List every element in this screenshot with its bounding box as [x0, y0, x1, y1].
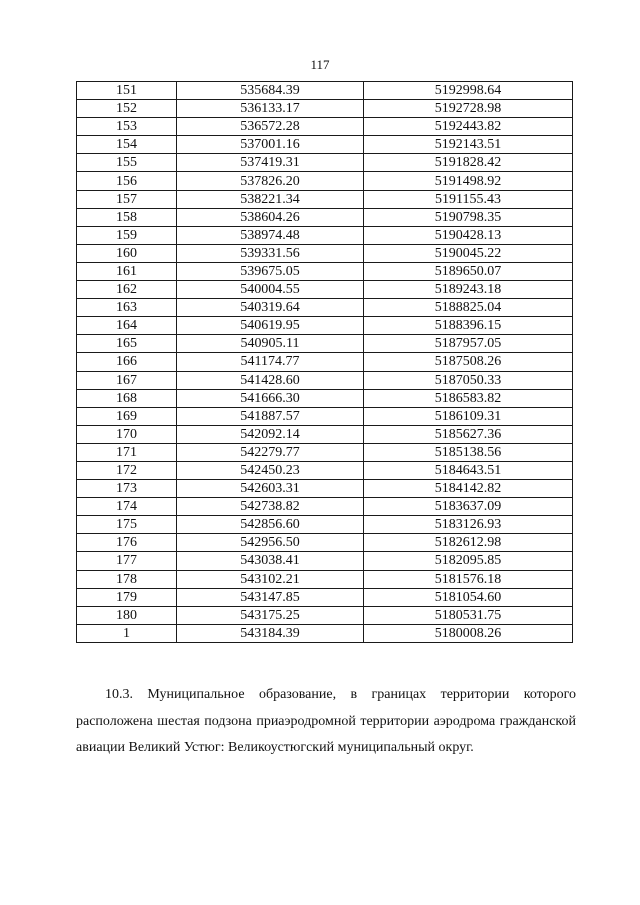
table-row — [77, 389, 573, 407]
table-row — [77, 534, 573, 552]
x-coordinate-cell: 541174.77 — [177, 353, 364, 371]
table-row — [77, 570, 573, 588]
point-number-cell: 171 — [77, 443, 177, 461]
table-row — [77, 425, 573, 443]
point-number-cell: 165 — [77, 335, 177, 353]
y-coordinate-cell: 5192728.98 — [364, 100, 573, 118]
y-coordinate-cell: 5182612.98 — [364, 534, 573, 552]
y-coordinate-cell: 5185138.56 — [364, 443, 573, 461]
point-number-cell: 159 — [77, 226, 177, 244]
x-coordinate-cell: 540619.95 — [177, 317, 364, 335]
point-number-cell: 177 — [77, 552, 177, 570]
table-row — [77, 136, 573, 154]
y-coordinate-cell: 5190428.13 — [364, 226, 573, 244]
y-coordinate-cell: 5181576.18 — [364, 570, 573, 588]
y-coordinate-cell: 5183637.09 — [364, 498, 573, 516]
y-coordinate-cell: 5190798.35 — [364, 208, 573, 226]
y-coordinate-cell: 5181054.60 — [364, 588, 573, 606]
x-coordinate-cell: 543184.39 — [177, 624, 364, 642]
x-coordinate-cell: 537826.20 — [177, 172, 364, 190]
table-row — [77, 498, 573, 516]
x-coordinate-cell: 537001.16 — [177, 136, 364, 154]
x-coordinate-cell: 536133.17 — [177, 100, 364, 118]
point-number-cell: 176 — [77, 534, 177, 552]
table-row — [77, 226, 573, 244]
table-row — [77, 353, 573, 371]
table-row — [77, 317, 573, 335]
x-coordinate-cell: 538974.48 — [177, 226, 364, 244]
point-number-cell: 155 — [77, 154, 177, 172]
point-number-cell: 169 — [77, 407, 177, 425]
point-number-cell: 172 — [77, 461, 177, 479]
point-number-cell: 179 — [77, 588, 177, 606]
x-coordinate-cell: 539331.56 — [177, 244, 364, 262]
x-coordinate-cell: 538221.34 — [177, 190, 364, 208]
y-coordinate-cell: 5186583.82 — [364, 389, 573, 407]
y-coordinate-cell: 5182095.85 — [364, 552, 573, 570]
x-coordinate-cell: 535684.39 — [177, 82, 364, 100]
point-number-cell: 156 — [77, 172, 177, 190]
point-number-cell: 154 — [77, 136, 177, 154]
coordinates-table — [76, 81, 573, 643]
point-number-cell: 167 — [77, 371, 177, 389]
table-row — [77, 262, 573, 280]
table-row — [77, 208, 573, 226]
point-number-cell: 153 — [77, 118, 177, 136]
x-coordinate-cell: 541887.57 — [177, 407, 364, 425]
table-row — [77, 588, 573, 606]
point-number-cell: 157 — [77, 190, 177, 208]
x-coordinate-cell: 541428.60 — [177, 371, 364, 389]
table-row — [77, 118, 573, 136]
x-coordinate-cell: 542956.50 — [177, 534, 364, 552]
x-coordinate-cell: 538604.26 — [177, 208, 364, 226]
x-coordinate-cell: 540319.64 — [177, 299, 364, 317]
point-number-cell: 163 — [77, 299, 177, 317]
y-coordinate-cell: 5187957.05 — [364, 335, 573, 353]
y-coordinate-cell: 5185627.36 — [364, 425, 573, 443]
point-number-cell: 180 — [77, 606, 177, 624]
y-coordinate-cell: 5192998.64 — [364, 82, 573, 100]
table-row — [77, 461, 573, 479]
table-row — [77, 480, 573, 498]
table-row — [77, 82, 573, 100]
table-row — [77, 244, 573, 262]
table-row — [77, 281, 573, 299]
y-coordinate-cell: 5188396.15 — [364, 317, 573, 335]
point-number-cell: 164 — [77, 317, 177, 335]
table-row — [77, 606, 573, 624]
x-coordinate-cell: 542738.82 — [177, 498, 364, 516]
y-coordinate-cell: 5191155.43 — [364, 190, 573, 208]
x-coordinate-cell: 542450.23 — [177, 461, 364, 479]
y-coordinate-cell: 5191828.42 — [364, 154, 573, 172]
page-number: 117 — [310, 57, 330, 72]
table-row — [77, 371, 573, 389]
y-coordinate-cell: 5190045.22 — [364, 244, 573, 262]
x-coordinate-cell: 543175.25 — [177, 606, 364, 624]
y-coordinate-cell: 5192443.82 — [364, 118, 573, 136]
table-row — [77, 552, 573, 570]
x-coordinate-cell: 540905.11 — [177, 335, 364, 353]
coordinates-table-body — [77, 82, 573, 643]
y-coordinate-cell: 5184142.82 — [364, 480, 573, 498]
point-number-cell: 173 — [77, 480, 177, 498]
x-coordinate-cell: 543102.21 — [177, 570, 364, 588]
y-coordinate-cell: 5189243.18 — [364, 281, 573, 299]
x-coordinate-cell: 542092.14 — [177, 425, 364, 443]
table-row — [77, 443, 573, 461]
x-coordinate-cell: 537419.31 — [177, 154, 364, 172]
point-number-cell: 174 — [77, 498, 177, 516]
table-row — [77, 335, 573, 353]
point-number-cell: 168 — [77, 389, 177, 407]
point-number-cell: 161 — [77, 262, 177, 280]
y-coordinate-cell: 5180008.26 — [364, 624, 573, 642]
table-row — [77, 407, 573, 425]
y-coordinate-cell: 5186109.31 — [364, 407, 573, 425]
x-coordinate-cell: 536572.28 — [177, 118, 364, 136]
point-number-cell: 166 — [77, 353, 177, 371]
point-number-cell: 151 — [77, 82, 177, 100]
x-coordinate-cell: 542856.60 — [177, 516, 364, 534]
y-coordinate-cell: 5189650.07 — [364, 262, 573, 280]
table-row — [77, 154, 573, 172]
point-number-cell: 160 — [77, 244, 177, 262]
body-paragraph: 10.3. Муниципальное образование, в границах территории которого расположена шестая подзона приаэродромной территории аэродрома гражданской авиации Великий Устюг: Великоустюгский муниципальный округ. — [76, 687, 576, 755]
point-number-cell: 162 — [77, 281, 177, 299]
table-row — [77, 516, 573, 534]
y-coordinate-cell: 5192143.51 — [364, 136, 573, 154]
x-coordinate-cell: 541666.30 — [177, 389, 364, 407]
x-coordinate-cell: 543147.85 — [177, 588, 364, 606]
point-number-cell: 1 — [77, 624, 177, 642]
point-number-cell: 152 — [77, 100, 177, 118]
table-row — [77, 100, 573, 118]
y-coordinate-cell: 5184643.51 — [364, 461, 573, 479]
x-coordinate-cell: 542603.31 — [177, 480, 364, 498]
point-number-cell: 178 — [77, 570, 177, 588]
x-coordinate-cell: 542279.77 — [177, 443, 364, 461]
y-coordinate-cell: 5180531.75 — [364, 606, 573, 624]
x-coordinate-cell: 539675.05 — [177, 262, 364, 280]
point-number-cell: 158 — [77, 208, 177, 226]
y-coordinate-cell: 5187508.26 — [364, 353, 573, 371]
point-number-cell: 170 — [77, 425, 177, 443]
point-number-cell: 175 — [77, 516, 177, 534]
y-coordinate-cell: 5187050.33 — [364, 371, 573, 389]
table-row — [77, 172, 573, 190]
y-coordinate-cell: 5188825.04 — [364, 299, 573, 317]
table-row — [77, 624, 573, 642]
y-coordinate-cell: 5183126.93 — [364, 516, 573, 534]
table-row — [77, 190, 573, 208]
x-coordinate-cell: 543038.41 — [177, 552, 364, 570]
y-coordinate-cell: 5191498.92 — [364, 172, 573, 190]
x-coordinate-cell: 540004.55 — [177, 281, 364, 299]
table-row — [77, 299, 573, 317]
